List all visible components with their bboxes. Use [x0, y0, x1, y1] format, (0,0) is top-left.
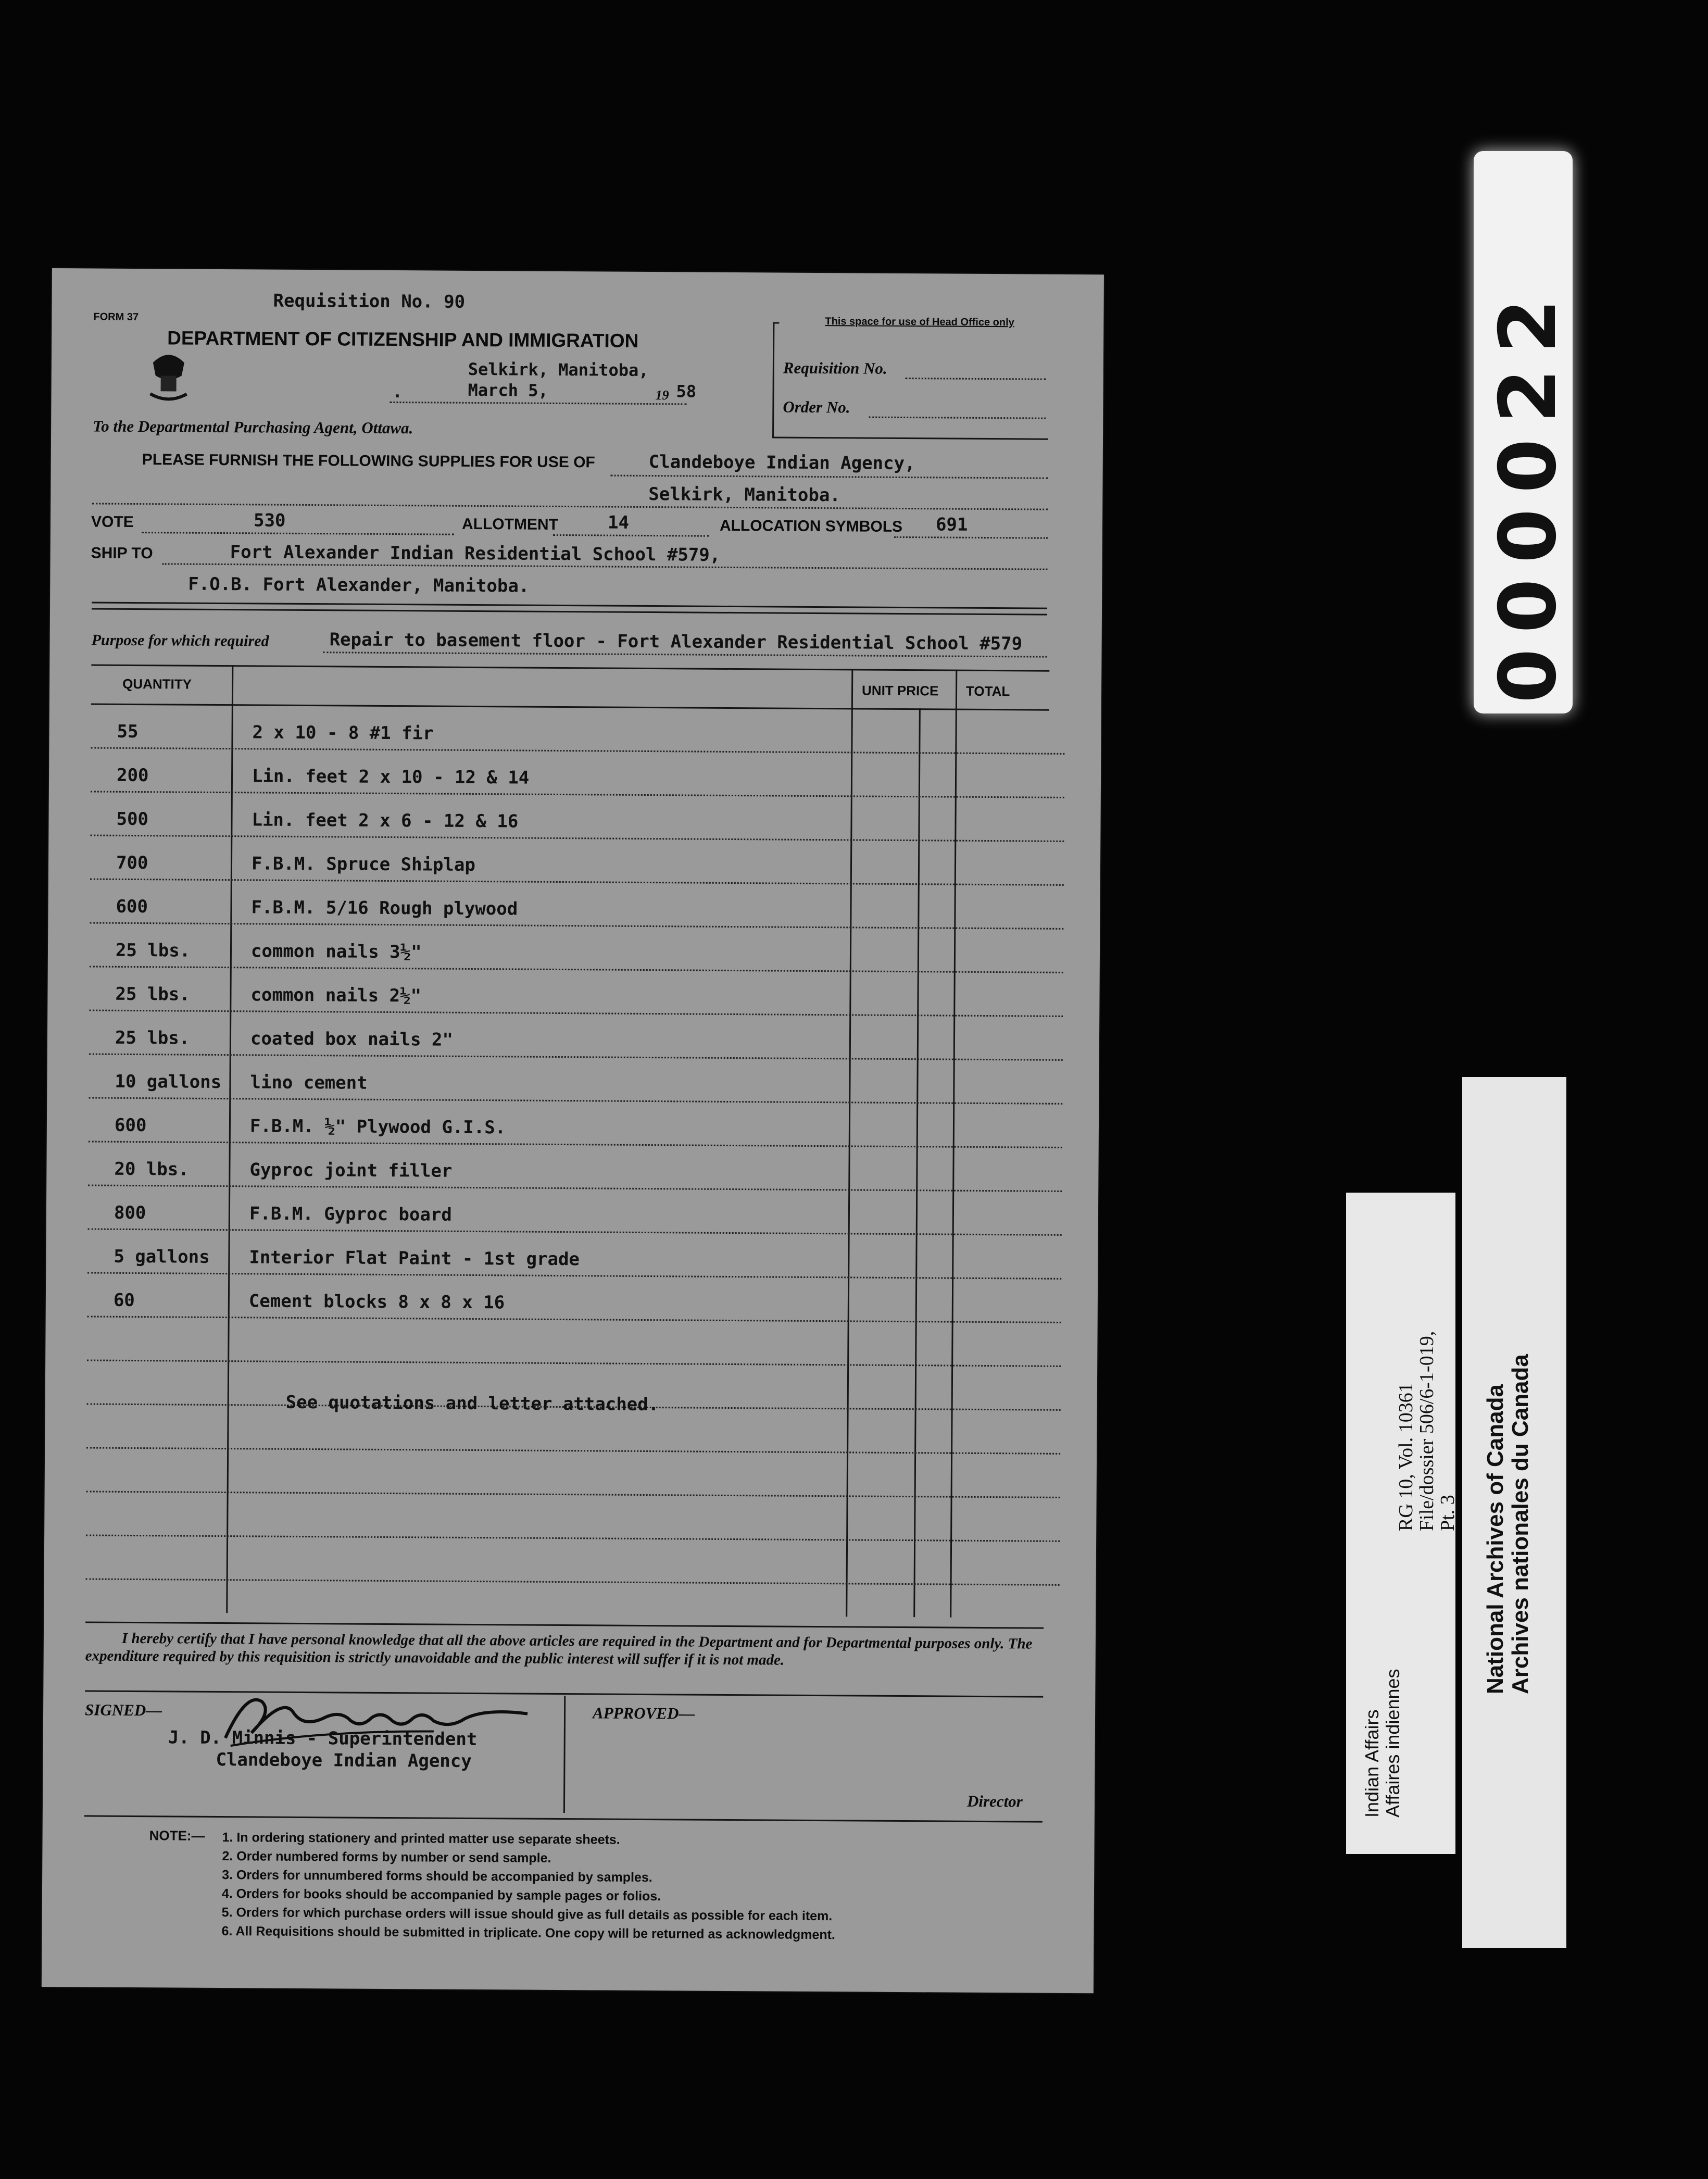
item-description: F.B.M. Spruce Shiplap — [251, 853, 476, 875]
furnish-line1: Clandeboye Indian Agency, — [648, 452, 915, 474]
ship-to-line1: Fort Alexander Indian Residential School #579, — [230, 542, 721, 566]
table-row — [86, 1539, 1060, 1589]
item-quantity: 600 — [114, 1114, 147, 1136]
item-description: F.B.M. ½" Plywood G.I.S. — [249, 1116, 506, 1138]
department-name: DEPARTMENT OF CITIZENSHIP AND IMMIGRATION — [167, 327, 639, 352]
item-quantity: 10 gallons — [115, 1071, 222, 1093]
reference-agency — [1362, 1669, 1403, 1818]
item-quantity: 20 lbs. — [114, 1158, 189, 1180]
crest-emblem — [145, 347, 192, 405]
item-quantity: 25 lbs. — [115, 940, 191, 961]
allocation-label: ALLOCATION SYMBOLS — [719, 517, 903, 535]
item-quantity: 700 — [116, 852, 148, 874]
date-line — [390, 402, 686, 405]
items-table — [85, 664, 1065, 1618]
requisition-form — [42, 268, 1104, 1993]
allotment-line — [553, 534, 709, 537]
order-no-label: Order No. — [783, 397, 850, 417]
vote-line — [142, 532, 454, 535]
place: Selkirk, Manitoba, — [468, 359, 649, 381]
allocation-value: 691 — [935, 514, 968, 535]
table-row — [90, 796, 1064, 845]
archives-line2: Archives nationales du Canada — [1508, 1354, 1533, 1694]
certification-text: I hereby certify that I have personal knowledge that all the above articles are required in the Department and for Departmental purposes only. The expenditure required by this requisition is strictly unavoidable and the public interest will suffer if it is not made. — [85, 1630, 1033, 1669]
signature-divider — [563, 1696, 566, 1813]
table-row — [90, 883, 1063, 933]
year-prefix: 19 — [655, 387, 669, 403]
notes-top-rule — [84, 1815, 1043, 1822]
item-quantity: 500 — [116, 808, 149, 830]
allotment-label: ALLOTMENT — [461, 515, 559, 533]
director-label: Director — [966, 1792, 1023, 1811]
table-row — [89, 1102, 1062, 1151]
table-row — [87, 1321, 1061, 1370]
head-office-box-bottom — [772, 436, 1048, 440]
item-quantity: 25 lbs. — [115, 983, 190, 1005]
note-item: 2. Order numbered forms by number or send sample. — [222, 1849, 551, 1865]
item-quantity: 800 — [114, 1202, 146, 1224]
item-quantity: 60 — [113, 1289, 135, 1311]
archives-text — [1483, 1354, 1533, 1694]
item-quantity: 5 gallons — [114, 1246, 210, 1268]
note-item: 3. Orders for unnumbered forms should be accompanied by samples. — [222, 1868, 652, 1885]
reference-line4: File/dossier 506/6-1-019, — [1416, 1331, 1438, 1531]
item-description: Lin. feet 2 x 10 - 12 & 14 — [252, 766, 530, 788]
addressee: To the Departmental Purchasing Agent, Ottawa. — [93, 417, 413, 437]
table-row — [89, 971, 1063, 1020]
frame-number: 000022 — [1483, 283, 1574, 703]
archives-line1: National Archives of Canada — [1483, 1384, 1508, 1694]
note-item: 1. In ordering stationery and printed matter use separate sheets. — [222, 1830, 620, 1847]
reference-file — [1396, 1331, 1458, 1531]
head-office-title: This space for use of Head Office only — [825, 316, 1014, 329]
note-item: 5. Orders for which purchase orders will issue should give as full details as possible for each item. — [221, 1905, 833, 1924]
reference-line1: Indian Affairs — [1361, 1709, 1383, 1818]
note-label: NOTE:— — [149, 1827, 205, 1844]
item-quantity: 600 — [116, 896, 148, 918]
signer-line2: Clandeboye Indian Agency — [216, 1749, 472, 1772]
table-row — [90, 927, 1063, 976]
row-rule — [86, 1578, 1060, 1585]
table-row — [86, 1496, 1060, 1545]
notes-list — [221, 1828, 1055, 1946]
allocation-line — [894, 536, 1048, 539]
table-row — [87, 1233, 1061, 1283]
table-row — [88, 1146, 1062, 1195]
table-row — [89, 1015, 1063, 1064]
item-description: Lin. feet 2 x 6 - 12 & 16 — [252, 809, 519, 832]
purpose-label: Purpose for which required — [91, 631, 269, 650]
table-row — [91, 752, 1064, 802]
item-description: lino cement — [250, 1072, 368, 1094]
vote-value: 530 — [253, 510, 286, 531]
certification-top-rule — [85, 1621, 1044, 1629]
furnish-line2: Selkirk, Manitoba. — [648, 484, 840, 506]
item-quantity: 200 — [116, 765, 149, 786]
column-unit-price: UNIT PRICE — [861, 682, 939, 699]
reference-line2: Affaires indiennes — [1382, 1669, 1403, 1818]
ship-to-line2: F.O.B. Fort Alexander, Manitoba. — [188, 573, 530, 597]
signer-line1: J. D. Minnis - Superintendent — [168, 1727, 478, 1750]
note-item: 4. Orders for books should be accompanied by sample pages or folios. — [221, 1886, 661, 1904]
signed-label: SIGNED— — [84, 1700, 162, 1720]
table-top-rule — [91, 664, 1049, 671]
allotment-value: 14 — [607, 512, 630, 533]
approved-label: APPROVED— — [592, 1704, 695, 1723]
table-row — [91, 708, 1064, 758]
vote-label: VOTE — [91, 513, 134, 531]
column-quantity: QUANTITY — [122, 675, 192, 692]
reference-line3: RG 10, Vol. 10361 — [1395, 1383, 1417, 1531]
table-row — [89, 1058, 1062, 1108]
ship-to-rule-2 — [92, 608, 1047, 615]
item-description: Cement blocks 8 x 8 x 16 — [248, 1291, 505, 1313]
item-quantity: 25 lbs. — [115, 1027, 190, 1049]
reference-card — [1346, 1193, 1459, 1854]
date-day-marker: . — [392, 381, 403, 402]
head-office-box-left — [772, 322, 774, 436]
item-description: Interior Flat Paint - 1st grade — [249, 1247, 580, 1270]
requisition-no-line — [906, 378, 1046, 380]
furnish-label: PLEASE FURNISH THE FOLLOWING SUPPLIES FOR USE OF — [142, 451, 595, 471]
table-row — [87, 1277, 1061, 1326]
table-row — [88, 1189, 1062, 1239]
date-day: March 5, — [468, 380, 548, 400]
form-number: FORM 37 — [93, 311, 139, 323]
order-no-line — [869, 417, 1046, 419]
ship-to-label: SHIP TO — [91, 544, 153, 562]
table-row — [86, 1452, 1060, 1501]
item-description: F.B.M. 5/16 Rough plywood — [251, 897, 518, 920]
frame-number-card — [1474, 151, 1573, 713]
requisition-title: Requisition No. 90 — [273, 290, 466, 312]
item-quantity: 55 — [117, 721, 139, 743]
column-total: TOTAL — [965, 683, 1010, 699]
purpose-value: Repair to basement floor - Fort Alexander Residential School #579 — [329, 629, 1023, 655]
archives-card — [1462, 1077, 1566, 1948]
item-description: common nails 3½" — [250, 941, 422, 963]
table-row — [86, 1408, 1060, 1458]
table-row — [90, 840, 1064, 889]
item-description: 2 x 10 - 8 #1 fir — [252, 722, 434, 744]
item-description: F.B.M. Gyproc board — [249, 1203, 452, 1225]
furnish-line1-rule — [611, 475, 1048, 479]
furnish-line2-rule — [92, 503, 1048, 510]
requisition-no-label: Requisition No. — [783, 358, 887, 378]
item-description: coated box nails 2" — [250, 1028, 454, 1050]
ship-to-rule-1 — [92, 602, 1047, 609]
item-description: Gyproc joint filler — [249, 1159, 453, 1182]
reference-line5: Pt. 3 — [1437, 1495, 1459, 1531]
attachment-note: See quotations and letter attached. — [285, 1392, 659, 1416]
item-description: common nails 2½" — [250, 984, 422, 1007]
head-office-box-tick — [773, 322, 779, 323]
year-suffix: 58 — [676, 381, 697, 402]
note-item: 6. All Requisitions should be submitted in triplicate. One copy will be returned as acknowledgment. — [221, 1924, 836, 1943]
